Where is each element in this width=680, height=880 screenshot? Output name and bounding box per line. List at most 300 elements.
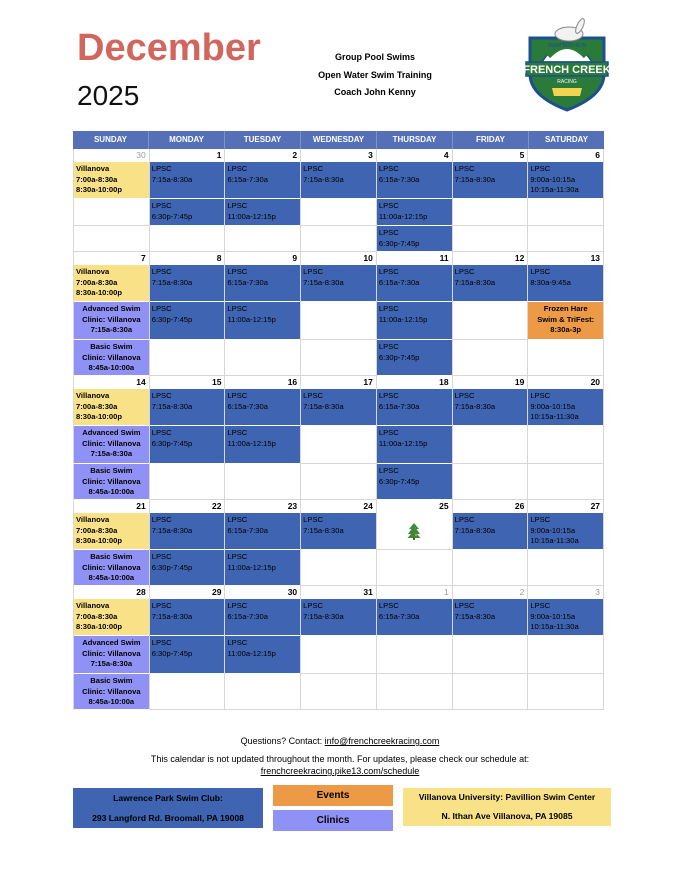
entry-line: LPSC [303,515,323,524]
day-column [377,265,453,376]
empty-slot [301,302,376,340]
entry-line: 6:30p-7:45p [151,211,193,221]
contact-line [0,736,680,746]
schedule-entry [150,513,225,550]
schedule-entry [528,302,603,340]
empty-slot [301,464,376,500]
schedule-entry [150,636,225,674]
entry-line: 7:15a-8:30a [90,325,133,334]
entry-line: Frozen Hare [543,304,588,313]
day-column [453,162,529,252]
svg-text:RACING: RACING [557,79,577,85]
entry-line: LPSC [378,304,399,313]
entry-line: 9:00a-10:15a [530,525,576,535]
day-number: 5 [453,149,529,162]
empty-slot [301,426,376,464]
empty-slot [453,550,528,586]
day-number: 14 [74,376,150,389]
entry-line: LPSC [378,601,399,610]
day-column [377,599,453,710]
french-creek-logo [522,16,612,112]
day-number: 15 [150,376,226,389]
entry-line: 9:00a-10:15a [530,174,576,184]
entry-line: LPSC [454,164,475,173]
entry-line: 7:15a-8:30a [303,525,344,535]
entry-line: LPSC [378,466,399,475]
legend-clinics: Clinics [273,810,393,831]
day-number: 1 [150,149,226,162]
entry-line: LPSC [151,601,172,610]
entry-line: Villanova [76,267,110,276]
entry-line: LPSC [151,428,172,437]
entry-line: LPSC [151,304,172,313]
dow-saturday: SATURDAY [544,135,589,144]
header-line-3: Coach John Kenny [334,87,416,97]
entry-line: 7:15a-8:30a [454,611,496,621]
day-column [301,162,377,252]
entry-line: 10:15a-11:30a [530,622,579,631]
legend-villanova-name: Villanova University: Pavillion Swim Center [418,792,596,802]
day-column [74,599,150,710]
day-column [453,265,529,376]
day-number: 27 [528,500,604,513]
schedule-entry [74,599,149,636]
day-column [150,389,226,500]
empty-slot [528,636,603,674]
empty-slot [528,674,603,710]
entry-line: 11:00a-12:15p [227,314,276,324]
day-number: 18 [377,376,453,389]
entry-line: 6:30p-7:45p [151,314,193,324]
day-number: 16 [225,376,301,389]
empty-slot [301,199,376,226]
entry-line: 6:30p-7:45p [151,438,193,448]
day-column [225,162,301,252]
entry-line: 7:00a-8:30a [76,611,118,621]
day-number: 20 [528,376,604,389]
entry-line: Clinic: Villanova [82,686,141,696]
entry-line: LPSC [454,267,475,276]
entry-line: 8:45a-10:00a [88,487,135,496]
day-number: 12 [453,252,529,265]
entry-line: LPSC [530,391,551,400]
entry-line: LPSC [227,638,248,647]
schedule-entry [150,162,225,199]
week-row [73,586,604,710]
day-numbers [74,586,604,599]
entry-line: 6:30p-7:45p [378,238,420,248]
schedule-entry [225,636,300,674]
entry-line: 9:00a-10:15a [530,401,576,411]
schedule-entry [528,265,603,302]
entry-line: 7:00a-8:30a [76,174,118,184]
schedule-entry [74,636,149,674]
schedule-entry [74,550,149,586]
entry-line: 7:15a-8:30a [454,401,496,411]
dow-tuesday: TUESDAY [225,131,301,149]
schedule-entry [528,389,603,426]
entry-line: 6:15a-7:30a [227,277,268,287]
day-column [150,162,226,252]
schedule-entry [377,599,452,636]
entry-line: LPSC [378,201,399,210]
dow-sunday: SUNDAY [73,131,149,149]
month-title: December [77,27,261,69]
empty-slot [74,199,149,226]
entry-line: 10:15a-11:30a [530,536,579,545]
entry-line: LPSC [151,164,172,173]
dow-friday: FRIDAY [453,131,529,149]
entry-line: Swim & TriFest: [537,314,595,324]
entry-line: LPSC [227,391,248,400]
calendar-grid [73,131,604,710]
day-column [225,265,301,376]
entry-line: LPSC [227,304,248,313]
empty-slot [528,464,603,500]
legend-villanova-address: N. Ithan Ave Villanova, PA 19085 [441,811,573,821]
entry-line: 7:15a-8:30a [151,277,193,287]
schedule-link-line [0,766,680,776]
entry-line: LPSC [151,391,172,400]
entry-line: 7:15a-8:30a [151,401,193,411]
entry-line: Basic Swim [90,466,133,475]
day-column [74,265,150,376]
day-number: 7 [74,252,150,265]
entry-line: LPSC [227,267,248,276]
empty-slot [528,426,603,464]
entry-line: Advanced Swim [82,304,141,313]
schedule-entry [377,265,452,302]
day-number: 3 [528,586,604,599]
entry-line: 6:15a-7:30a [227,611,268,621]
entry-line: LPSC [303,601,323,610]
empty-slot [150,464,225,500]
legend-lpsc-address: 293 Langford Rd. Broomall, PA 19008 [92,813,244,823]
empty-slot [301,226,376,252]
entry-line: Basic Swim [90,676,133,685]
day-numbers [74,500,604,513]
day-number: 9 [225,252,301,265]
schedule-entry [74,340,149,376]
entry-line: Basic Swim [90,552,133,561]
legend-villanova [403,788,611,826]
entry-line: LPSC [227,428,248,437]
entry-line: Villanova [76,391,110,400]
entry-line: LPSC [227,201,248,210]
contact-email-link[interactable]: info@frenchcreekracing.com [324,736,440,746]
day-column [528,599,604,710]
empty-slot [74,226,149,252]
schedule-entry [453,265,528,302]
empty-slot [377,550,452,586]
day-column [528,265,604,376]
day-column [301,389,377,500]
header-subtitle [300,49,450,102]
day-column [225,513,301,586]
day-column [150,513,226,586]
day-column [74,389,150,500]
day-number: 25 [377,500,453,513]
week-row [73,500,604,586]
day-number: 19 [453,376,529,389]
header-line-2: Open Water Swim Training [318,69,432,80]
day-number: 2 [225,149,301,162]
entry-line: LPSC [151,515,172,524]
schedule-entry [74,674,149,710]
entry-line: LPSC [378,267,399,276]
week-row [73,252,604,376]
day-number: 26 [453,500,529,513]
week-row [73,149,604,252]
entry-line: 8:45a-10:00a [88,697,135,706]
entry-line: 7:15a-8:30a [303,174,344,184]
entry-line: 6:15a-7:30a [227,401,268,411]
entry-line: LPSC [151,552,172,561]
schedule-link[interactable]: frenchcreekracing.pike13.com/schedule [260,766,420,776]
day-column [453,513,529,586]
schedule-entry [225,199,300,226]
entry-line: 6:30p-7:45p [151,648,193,658]
empty-slot [453,636,528,674]
schedule-entry [377,426,452,464]
entry-line: Clinic: Villanova [82,476,141,486]
day-number: 28 [74,586,150,599]
entry-line: 6:30p-7:45p [378,476,420,486]
legend-events: Events [273,785,393,806]
entry-line: Clinic: Villanova [82,562,141,572]
entry-line: LPSC [530,267,551,276]
entry-line: LPSC [303,164,323,173]
schedule-entry [150,389,225,426]
days-of-week-header [73,131,604,149]
entry-line: 6:15a-7:30a [378,174,420,184]
entry-line: 7:15a-8:30a [303,277,344,287]
empty-slot [225,340,300,376]
empty-slot [453,302,528,340]
day-number: 2 [453,586,529,599]
day-number: 3 [301,149,377,162]
schedule-entry [528,513,603,550]
entry-line: 10:15a-11:30a [530,412,579,421]
schedule-entry [74,302,149,340]
day-number: 30 [225,586,301,599]
entry-line: 7:15a-8:30a [90,449,133,458]
schedule-entry [225,389,300,426]
empty-slot [528,226,603,252]
entry-line: Clinic: Villanova [82,314,141,324]
entry-line: LPSC [303,267,323,276]
entry-line: 11:00a-12:15p [378,438,428,448]
schedule-entry [453,599,528,636]
schedule-entry [225,513,300,550]
schedule-entry [74,265,149,302]
schedule-entry [225,426,300,464]
empty-slot [453,674,528,710]
empty-slot [528,550,603,586]
schedule-entry [225,162,300,199]
empty-slot [301,674,376,710]
entry-line: 8:30a-10:00p [76,288,123,297]
empty-slot [528,199,603,226]
schedule-entry [301,389,376,426]
svg-text:SWIM BIKE RUN: SWIM BIKE RUN [547,43,587,49]
entry-line: Advanced Swim [82,428,141,437]
entry-line: 6:15a-7:30a [378,277,420,287]
entry-line: 7:00a-8:30a [76,277,118,287]
day-number: 30 [74,149,150,162]
empty-slot [225,226,300,252]
entry-line: LPSC [454,391,475,400]
entry-line: 6:15a-7:30a [227,174,268,184]
day-column [150,599,226,710]
entry-line: Clinic: Villanova [82,648,141,658]
entry-line: 7:15a-8:30a [151,174,193,184]
header-line-1: Group Pool Swims [334,52,415,62]
schedule-entry [74,513,149,550]
entry-line: 6:15a-7:30a [378,611,420,621]
day-number: 8 [150,252,226,265]
empty-slot [453,464,528,500]
empty-slot [301,636,376,674]
entry-line: 11:00a-12:15p [227,211,276,221]
entry-line: 10:15a-11:30a [530,185,579,194]
empty-slot [377,674,452,710]
day-numbers [74,376,604,389]
entry-line: Villanova [76,515,110,524]
day-column [225,599,301,710]
entry-line: 7:15a-8:30a [454,525,496,535]
day-number: 1 [377,586,453,599]
entry-line: 7:15a-8:30a [303,611,344,621]
schedule-entry [225,550,300,586]
schedule-entry [74,426,149,464]
entry-line: LPSC [303,391,323,400]
day-numbers [74,252,604,265]
entry-line: 8:30a-10:00p [76,622,123,631]
entry-line: 8:30a-9:45a [530,277,571,287]
schedule-entry [377,464,452,500]
schedule-entry [74,389,149,426]
entry-line: LPSC [378,228,399,237]
entry-line: LPSC [454,515,475,524]
schedule-entry [150,199,225,226]
schedule-entry [301,599,376,636]
entry-line: LPSC [530,164,551,173]
entry-line: 7:00a-8:30a [76,525,118,535]
entry-line: LPSC [378,342,399,351]
entry-line: 11:00a-12:15p [227,438,276,448]
day-column [74,513,150,586]
day-column [74,162,150,252]
entry-line: 11:00a-12:15p [227,562,276,572]
schedule-entry [74,162,149,199]
day-column [528,513,604,586]
questions-label: Questions? Contact: [240,736,325,746]
schedule-entry [150,302,225,340]
entry-line: 11:00a-12:15p [378,314,428,324]
schedule-entry [377,302,452,340]
day-column [377,162,453,252]
entry-line: 7:15a-8:30a [454,174,496,184]
schedule-entry [528,162,603,199]
schedule-entry [377,199,452,226]
entry-line: LPSC [227,515,248,524]
schedule-entry [377,162,452,199]
schedule-entry [150,426,225,464]
day-column [301,513,377,586]
empty-slot [377,636,452,674]
week-row [73,376,604,500]
schedule-entry [74,464,149,500]
day-column [453,599,529,710]
schedule-entry [528,599,603,636]
day-number: 22 [150,500,226,513]
entry-line: 7:15a-8:30a [303,401,344,411]
day-numbers [74,149,604,162]
day-number: 31 [301,586,377,599]
schedule-entry [301,513,376,550]
entry-line: LPSC [227,601,248,610]
entry-line: 6:15a-7:30a [378,401,420,411]
empty-slot [225,674,300,710]
schedule-entry [377,340,452,376]
entry-line: 7:15a-8:30a [454,277,496,287]
entry-line: 9:00a-10:15a [530,611,576,621]
entry-line: LPSC [378,164,399,173]
schedule-entry [150,599,225,636]
dow-monday: MONDAY [149,131,225,149]
day-number: 17 [301,376,377,389]
entry-line: Basic Swim [90,342,133,351]
day-number: 29 [150,586,226,599]
schedule-entry [453,162,528,199]
day-column [528,162,604,252]
schedule-entry [150,265,225,302]
entry-line: LPSC [454,601,475,610]
legend-lpsc-name: Lawrence Park Swim Club: [113,793,223,803]
empty-slot [301,550,376,586]
schedule-entry [225,265,300,302]
entry-line: 11:00a-12:15p [227,648,276,658]
year-title: 2025 [77,80,140,111]
empty-slot [150,340,225,376]
entry-line: 8:30a-10:00p [76,412,123,421]
day-number: 11 [377,252,453,265]
day-number: 23 [225,500,301,513]
day-number: 6 [528,149,604,162]
entry-line: 8:30a-3p [550,325,582,334]
day-column [377,389,453,500]
schedule-entry [225,599,300,636]
entry-line: 7:15a-8:30a [151,525,193,535]
empty-slot [150,226,225,252]
schedule-entry [377,389,452,426]
schedule-entry [150,550,225,586]
day-column [225,389,301,500]
schedule-entry [453,513,528,550]
day-number: 21 [74,500,150,513]
day-column [301,265,377,376]
empty-slot [301,340,376,376]
dow-wednesday: WEDNESDAY [301,131,377,149]
entry-line: 11:00a-12:15p [378,211,428,221]
entry-line: 6:30p-7:45p [151,562,193,572]
svg-text:FRENCH CREEK: FRENCH CREEK [523,64,611,76]
day-number: 4 [377,149,453,162]
entry-line: 8:30a-10:00p [76,536,123,545]
empty-slot [453,426,528,464]
entry-line: 7:00a-8:30a [76,401,118,411]
